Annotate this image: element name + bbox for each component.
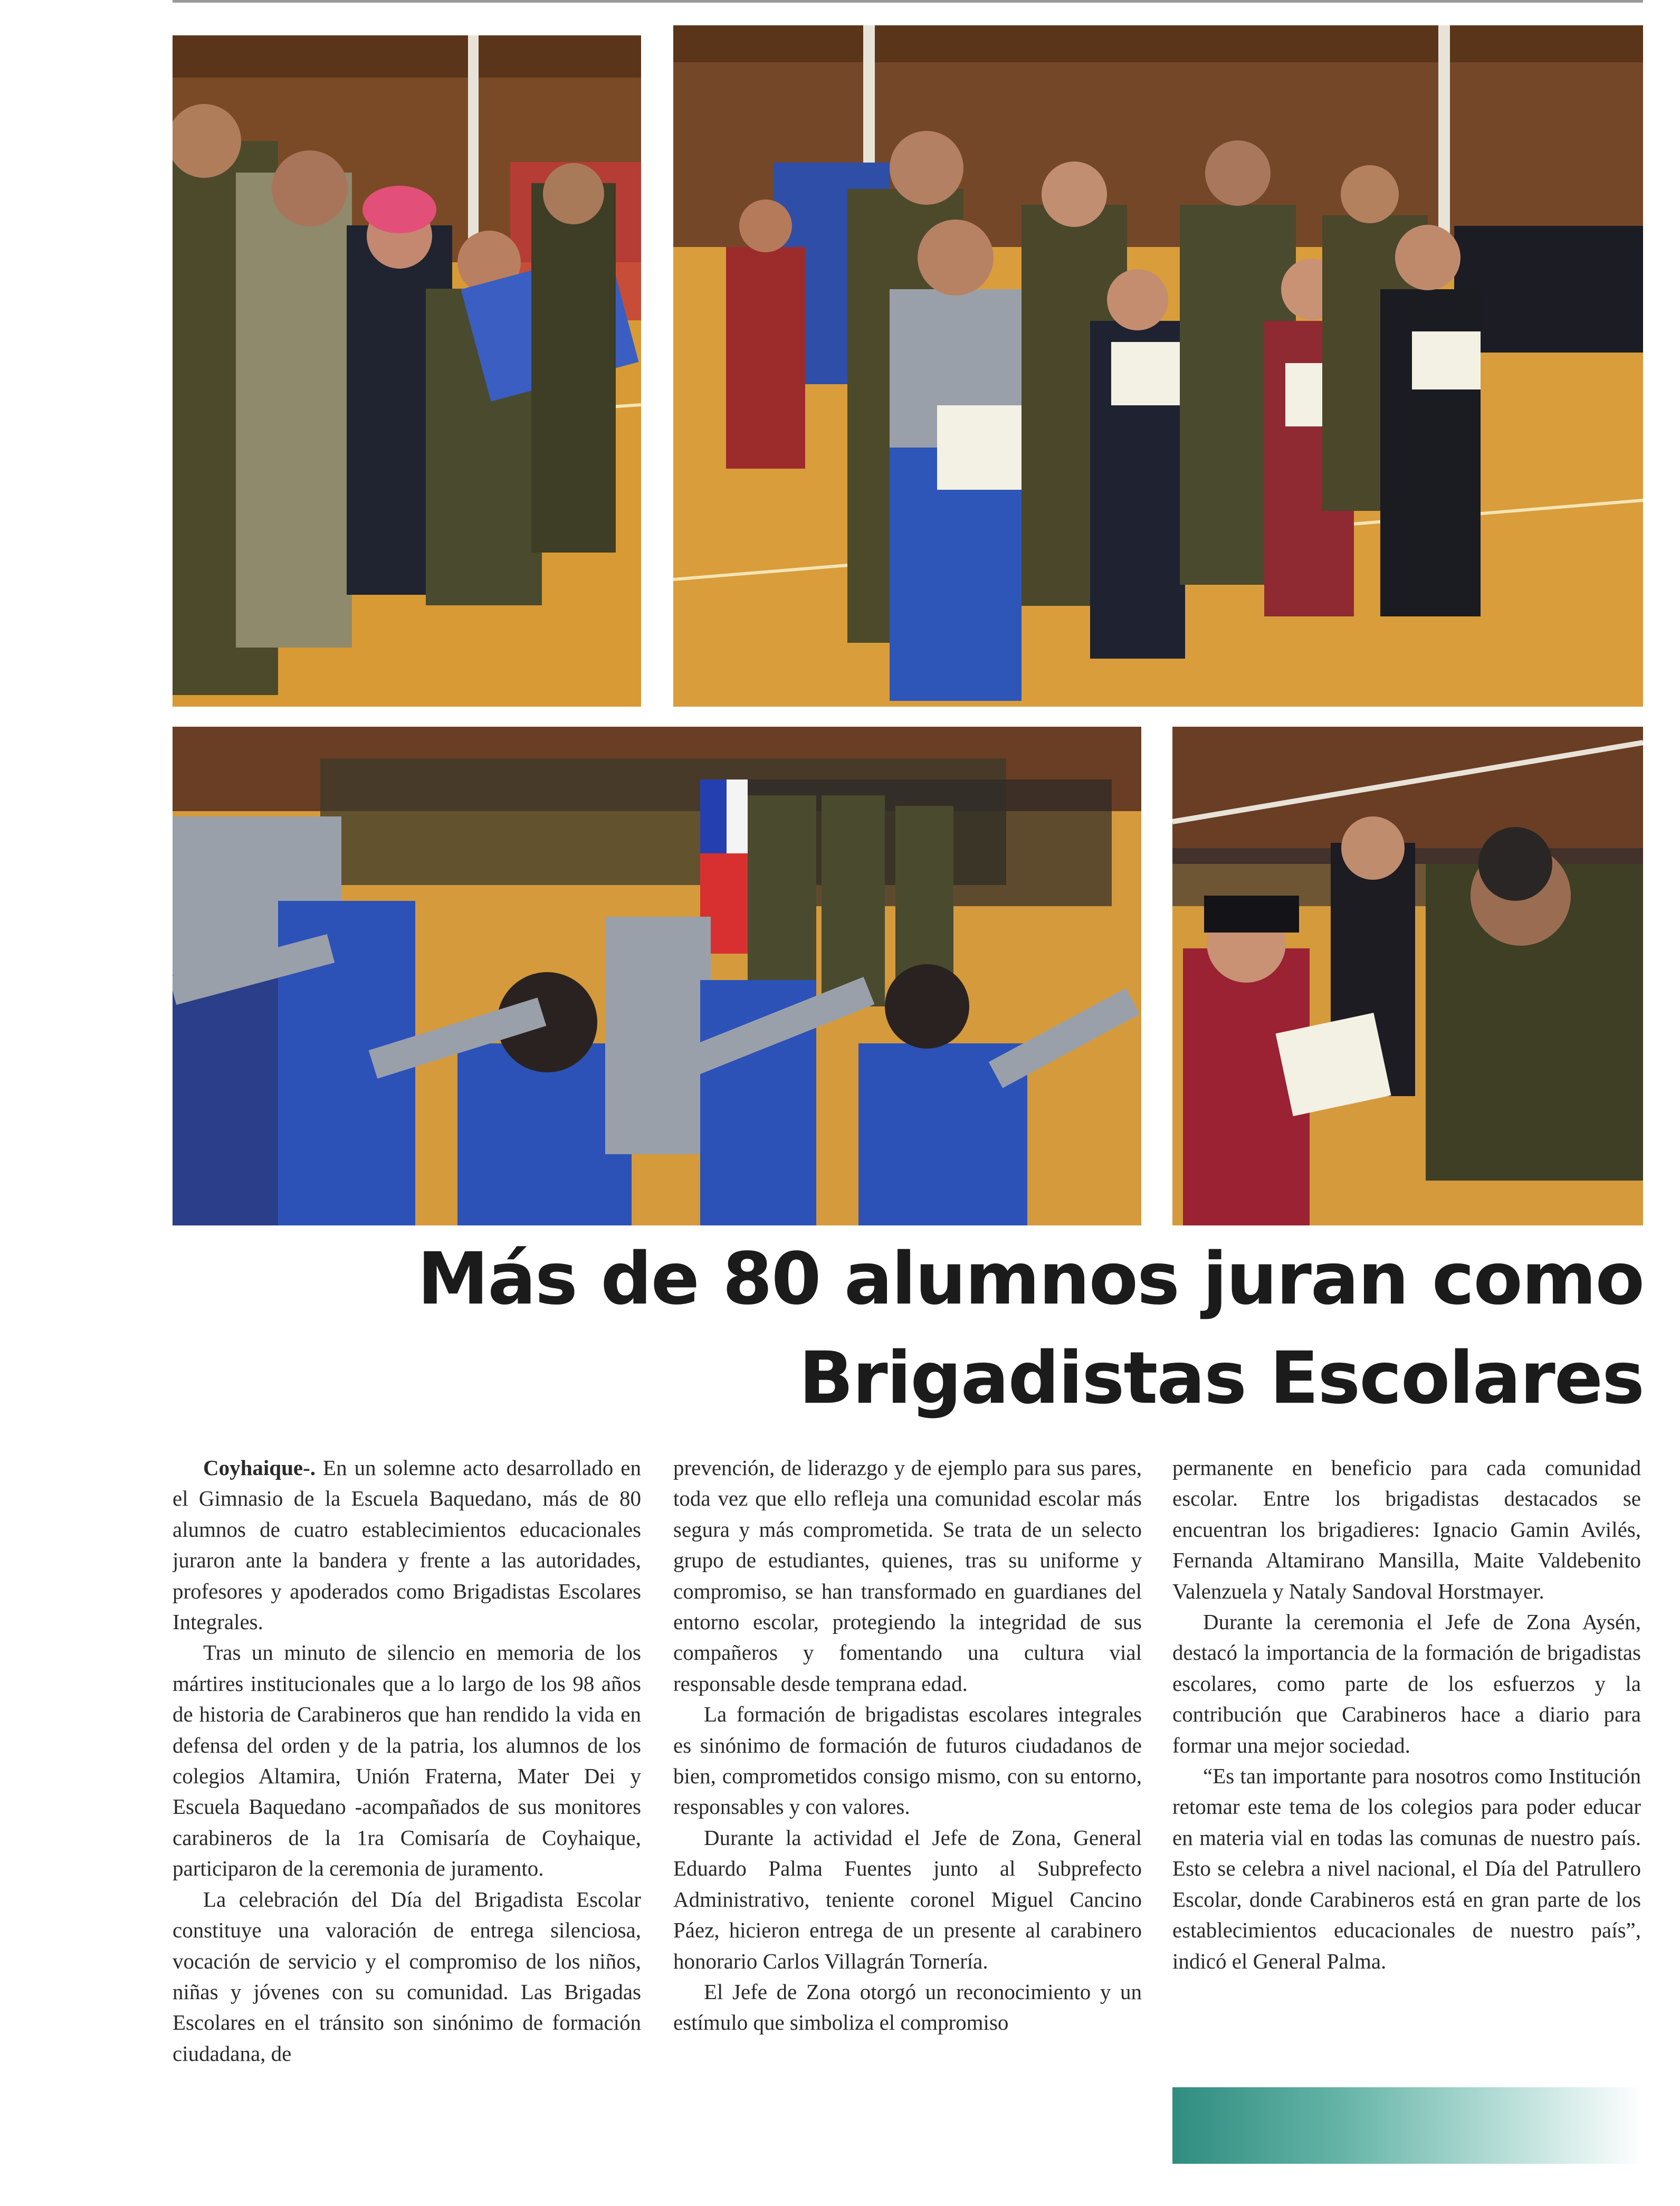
article-paragraph: Coyhaique-. En un solemne acto desarrollado en el Gimnasio de la Escuela Baquedano, más de 80 alumnos de cuatro establecimientos educacionales juraron ante la bandera y frente a las autoridades, profesores y apoderados como Brigadistas Escolares Integrales. xyxy=(173,1456,641,1634)
article-paragraph: La celebración del Día del Brigadista Escolar constituye una valoración de entrega silenciosa, vocación de servicio y el compromiso de los niños, niñas y jóvenes con su comunidad. Las Brigadas Escolares en el tránsito son sinónimo de formación ciudadana, de xyxy=(173,1887,641,2066)
photo-gift-presentation xyxy=(173,35,641,707)
headline-line-2: Brigadistas Escolares xyxy=(798,1337,1644,1420)
top-rule xyxy=(173,0,1643,3)
article-column-3 xyxy=(1172,1452,1641,2186)
article-paragraph: La formación de brigadistas escolares integrales es sinónimo de formación de futuros ciudadanos de bien, comprometidos consigo mismo, con su entorno, responsables y con valores. xyxy=(673,1702,1142,1819)
headline xyxy=(369,1230,1644,1428)
photo-flag-oath xyxy=(173,727,1141,1225)
article-paragraph-continued: prevención, de liderazgo y de ejemplo para sus pares, toda vez que ello refleja una comunidad escolar más segura y más comprometida. Se trata de un selecto grupo de estudiantes, quienes, tras su uniforme y compromiso, se han transformado en guardianes del entorno escolar, protegiendo la integridad de sus compañeros y fomentando una cultura vial responsable desde temprana edad. xyxy=(673,1456,1142,1696)
article-paragraph: Tras un minuto de silencio en memoria de los mártires institucionales que a lo largo de los 98 años de historia de Carabineros que han rendido la vida en defensa del orden y de la patria, los alumnos de los colegios Altamira, Unión Fraterna, Mater Dei y Escuela Baquedano -acompañados de sus monitores carabineros de la 1ra Comisaría de Coyhaique, participaron de la ceremonia de juramento. xyxy=(173,1640,641,1881)
article-paragraph: “Es tan importante para nosotros como Institución retomar este tema de los colegios para poder educar en materia vial en todas las comunas de nuestro país. Esto se celebra a nivel nacional, el Día del Patrullero Escolar, donde Carabineros está en gran parte de los establecimientos educacionales de nuestro país”, indicó el General Palma. xyxy=(1172,1764,1641,1973)
article-paragraph: Durante la actividad el Jefe de Zona, General Eduardo Palma Fuentes junto al Subprefecto Administrativo, teniente coronel Miguel Cancino Páez, hicieron entrega de un presente al carabinero honorario Carlos Villagrán Tornería. xyxy=(673,1825,1142,1973)
article-paragraph: Durante la ceremonia el Jefe de Zona Aysén, destacó la importancia de la formación de brigadistas escolares, como parte de los esfuerzos y la contribución que Carabineros hace a diario para formar una mejor sociedad. xyxy=(1172,1610,1641,1757)
dateline: Coyhaique-. xyxy=(203,1456,316,1480)
accent-gradient-bar xyxy=(1172,2087,1643,2164)
headline-line-1: Más de 80 alumnos juran como xyxy=(417,1238,1644,1321)
article-paragraph-continued: permanente en beneficio para cada comunidad escolar. Entre los brigadistas destacados se encuentran los brigadieres: Ignacio Gamin Avilés, Fernanda Altamirano Mansilla, Maite Valdebenito Valenzuela y Nataly Sandoval Horstmayer. xyxy=(1172,1456,1641,1603)
photo-officer-diploma xyxy=(1172,727,1643,1225)
article-column-2 xyxy=(673,1452,1142,2186)
article-paragraph: El Jefe de Zona otorgó un reconocimiento y un estímulo que simboliza el compromiso xyxy=(673,1979,1142,2035)
photo-certificate-students xyxy=(673,25,1643,707)
article-column-1 xyxy=(173,1452,641,2186)
